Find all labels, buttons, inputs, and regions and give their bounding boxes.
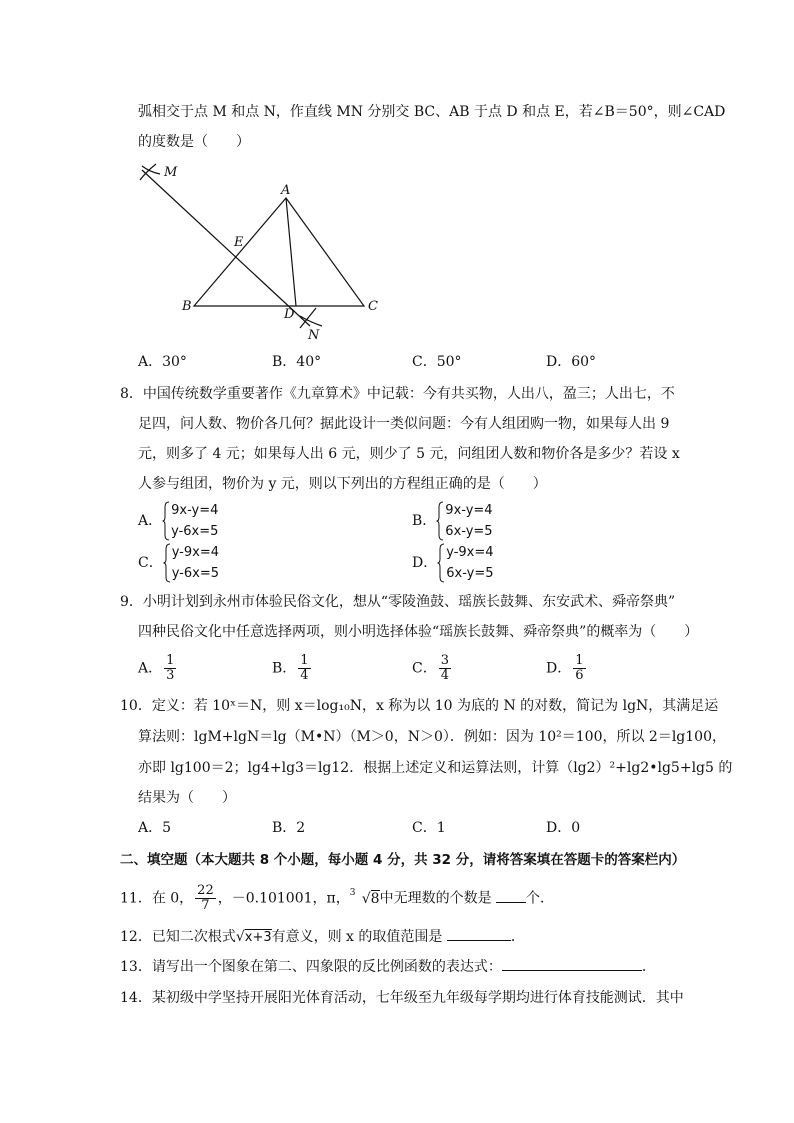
answer-blank[interactable] [502,956,642,971]
equation-1: y-9x=4 [171,545,220,560]
label-a: A [281,183,291,198]
option-label: C． [138,555,163,571]
q7-line2: 的度数是（ ） [138,134,250,150]
q13-end: ． [641,959,656,975]
q10-option-d[interactable]: D．0 [546,820,581,836]
numerator: 3 [440,653,449,668]
denominator: 6 [575,668,584,683]
q13-line [120,956,656,977]
q8-option-c[interactable] [138,542,219,584]
q12-line [120,926,525,948]
brace-icon [437,543,445,583]
q7-option-a[interactable]: A．30° [138,354,187,370]
option-label: D． [412,555,438,571]
q14-line1: 14．某初级中学坚持开展阳光体育活动，七年级至九年级每学期均进行体育技能测试．其中 [120,990,684,1006]
q12-end: ． [510,929,525,945]
cube-root [350,889,380,909]
fraction-22-7 [195,884,216,913]
label-b: B [182,299,192,314]
q11-line [120,884,554,913]
q8-option-a[interactable] [138,500,218,542]
q9-option-b[interactable] [272,654,313,683]
label-m: M [164,165,178,180]
denominator: 4 [440,668,449,683]
q10-option-c[interactable]: C．1 [412,820,446,836]
q8-line3: 元，则多了 4 元；如果每人出 6 元，则少了 5 元，问组团人数和物价各是多少？若设 x [138,446,680,462]
equation-2: 6x-y=5 [446,566,494,581]
q9-option-d[interactable] [546,654,588,683]
option-label: D． [546,660,572,677]
denominator: 4 [300,668,309,683]
fraction [164,654,176,683]
radicand: 8 [370,890,380,907]
numerator: 22 [197,883,214,898]
option-label: A． [138,660,163,677]
q8-line1: 8．中国传统数学重要著作《九章算术》中记载：今有共买物，人出八，盈三；人出七，不 [120,386,675,402]
equation-system [163,542,219,584]
q10-option-a[interactable]: A．5 [138,820,172,836]
radical-sign-icon: √ [235,929,245,945]
q11-prefix: 11．在 0， [120,890,194,907]
option-label: B． [412,513,437,529]
root-index: 3 [349,887,356,898]
q7-option-b[interactable]: B．40° [272,354,322,370]
triangle-abc [194,198,364,306]
equation-1: 9x-y=4 [171,503,219,518]
q10-line3: 亦即 lg100＝2；lg4+lg3＝lg12．根据上述定义和运算法则，计算（lg2）²+lg2•lg5+lg5 的 [138,760,733,776]
q9-line1: 9．小明计划到永州市体验民俗文化，想从“零陵渔鼓、瑶族长鼓舞、东安武术、舜帝祭典” [120,594,676,610]
label-c: C [368,299,378,314]
equation-1: y-9x=4 [446,545,494,560]
brace-icon [436,501,444,541]
q8-line2: 足四，问人数、物价各几何？据此设计一类似问题：今有人组团购一物，如果每人出 9 [138,416,670,432]
denominator: 7 [201,898,210,913]
fraction [439,654,451,683]
brace-icon [162,501,170,541]
label-d: D [284,307,295,322]
q12-suffix: 有意义，则 x 的取值范围是 [271,929,443,945]
q8-option-b[interactable] [412,500,493,542]
equation-2: y-6x=5 [171,566,220,581]
answer-blank[interactable] [496,888,526,903]
radicand: x+3 [244,930,272,945]
q11-unit: 个． [526,890,555,907]
q10-line1: 10．定义：若 10ˣ＝N，则 x＝log₁₀N，x 称为以 10 为底的 N 的对数，简记为 lgN，其满足运 [120,698,719,714]
q9-line2: 四种民俗文化中任意选择两项，则小明选择体验“瑶族长鼓舞、舜帝祭典”的概率为（ ） [138,624,699,640]
q9-option-a[interactable] [138,654,178,683]
numerator: 1 [166,653,175,668]
equation-2: 6x-y=5 [445,524,493,539]
equation-system [436,500,492,542]
q10-line4: 结果为（ ） [138,790,236,806]
numerator: 1 [575,653,584,668]
option-label: C． [412,660,437,677]
radical-sign-icon: √ [361,890,371,907]
q11-suffix: 中无理数的个数是 [379,890,492,907]
equation-2: y-6x=5 [171,524,219,539]
numerator: 1 [300,653,309,668]
segment-ad [286,198,296,306]
q7-option-c[interactable]: C．50° [412,354,462,370]
q7-line1: 弧相交于点 M 和点 N，作直线 MN 分别交 BC、AB 于点 D 和点 E，若∠B＝50°，则∠CAD [138,104,726,120]
label-e: E [234,235,244,250]
q7-geometry-figure [130,158,390,348]
fraction [298,654,310,683]
brace-icon [163,543,171,583]
equation-1: 9x-y=4 [445,503,493,518]
q8-line4: 人参与组团，物价为 y 元，则以下列出的方程组正确的是（ ） [138,476,547,492]
answer-blank[interactable] [447,926,511,941]
square-root [236,929,272,945]
equation-system [437,542,493,584]
option-label: B． [272,660,297,677]
option-label: A． [138,513,163,529]
q9-option-c[interactable] [412,654,453,683]
section-2-heading: 二、填空题（本大题共 8 个小题，每小题 4 分，共 32 分，请将答案填在答题卡的答案栏内） [120,852,686,868]
q7-option-d[interactable]: D．60° [546,354,597,370]
q13-text: 13．请写出一个图象在第二、四象限的反比例函数的表达式： [120,959,502,975]
denominator: 3 [166,668,175,683]
q12-prefix: 12．已知二次根式 [120,929,236,945]
q8-option-d[interactable] [412,542,494,584]
q10-option-b[interactable]: B．2 [272,820,306,836]
q11-middle: ，－0.101001，π， [217,890,350,907]
equation-system [162,500,218,542]
fraction [573,654,585,683]
label-n: N [308,328,320,343]
q10-line2: 算法则：lgM+lgN＝lg（M•N）（M＞0，N＞0）．例如：因为 10²＝100，所以 2＝lg100， [138,729,726,745]
